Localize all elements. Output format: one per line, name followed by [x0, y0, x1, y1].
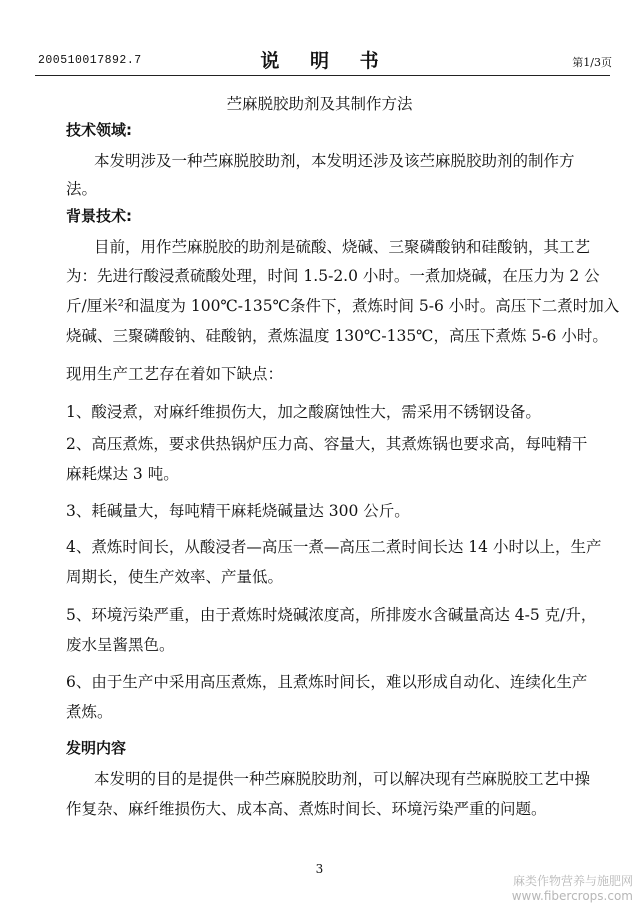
- list-item: 4、煮炼时间长，从酸浸者—高压一煮—高压二煮时间长达 14 小时以上，生产: [66, 538, 602, 556]
- watermark-line-1: 麻类作物营养与施肥网: [512, 874, 633, 888]
- body-line: 为：先进行酸浸煮硫酸处理，时间 1.5-2.0 小时。一煮加烧碱，在压力为 2 公: [66, 267, 600, 285]
- list-item: 6、由于生产中采用高压煮炼，且煮炼时间长，难以形成自动化、连续化生产: [66, 673, 588, 691]
- watermark: [463, 874, 633, 904]
- body-line: 现用生产工艺存在着如下缺点：: [66, 365, 284, 383]
- section-heading-background: 背景技术:: [66, 207, 132, 225]
- section-heading-invention: 发明内容: [66, 739, 127, 757]
- doc-type-heading: 说 明 书: [260, 50, 391, 72]
- list-item-cont: 煮炼。: [66, 703, 113, 721]
- list-item-cont: 废水呈酱黑色。: [66, 636, 175, 654]
- document-title: 苎麻脱胶助剂及其制作方法: [226, 95, 413, 113]
- body-line: 本发明涉及一种苎麻脱胶助剂，本发明还涉及该苎麻脱胶助剂的制作方: [94, 152, 575, 170]
- page-indicator: 第1/3页: [572, 56, 612, 69]
- body-line: 作复杂、麻纤维损伤大、成本高、煮炼时间长、环境污染严重的问题。: [66, 800, 547, 818]
- body-line: 烧碱、三聚磷酸钠、硅酸钠，煮炼温度 130℃-135℃，高压下煮炼 5-6 小时。: [66, 327, 608, 345]
- page-number: 3: [315, 862, 324, 876]
- list-item: 2、高压煮炼，要求供热锅炉压力高、容量大，其煮炼锅也要求高，每吨精干: [66, 435, 588, 453]
- list-item: 3、耗碱量大，每吨精干麻耗烧碱量达 300 公斤。: [66, 502, 410, 520]
- body-line: 本发明的目的是提供一种苎麻脱胶助剂，可以解决现有苎麻脱胶工艺中操: [94, 770, 591, 788]
- list-item: 5、环境污染严重，由于煮炼时烧碱浓度高，所排废水含碱量高达 4-5 克/升，: [66, 606, 597, 624]
- doc-number: 200510017892.7: [38, 54, 142, 67]
- section-heading-technical-field: 技术领域:: [66, 121, 132, 139]
- body-line: 目前，用作苎麻脱胶的助剂是硫酸、烧碱、三聚磷酸钠和硅酸钠，其工艺: [94, 238, 591, 256]
- body-line: 法。: [66, 180, 98, 198]
- list-item: 1、酸浸煮，对麻纤维损伤大，加之酸腐蚀性大，需采用不锈钢设备。: [66, 403, 541, 421]
- list-item-cont: 周期长，使生产效率、产量低。: [66, 568, 284, 586]
- watermark-line-2: www.fibercrops.com: [511, 889, 633, 903]
- body-line: 斤/厘米²和温度为 100℃-135℃条件下，煮炼时间 5-6 小时。高压下二煮时加入: [66, 297, 620, 315]
- header-rule: [35, 75, 610, 76]
- list-item-cont: 麻耗煤达 3 吨。: [66, 465, 179, 483]
